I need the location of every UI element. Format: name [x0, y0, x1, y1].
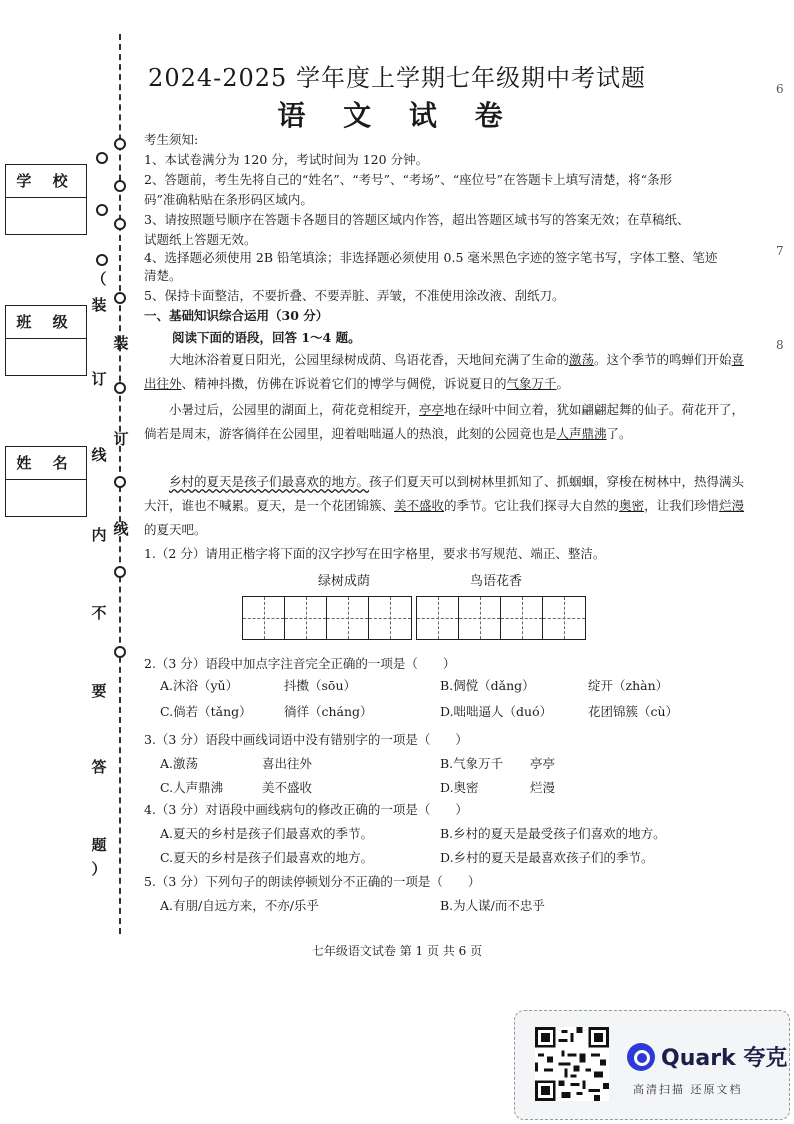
q2-option-b-2: 绽开（zhàn） — [588, 678, 669, 693]
name-box — [5, 446, 87, 517]
notice-item: 试题纸上答题无效。 — [144, 232, 257, 247]
exam-subtitle: 语 文 试 卷 — [277, 99, 517, 132]
tianzige-grid-2[interactable] — [416, 596, 586, 640]
binding-hole — [114, 476, 126, 488]
binding-char: 内 — [91, 526, 107, 544]
underlined-word: 激荡 — [569, 352, 595, 367]
question-4-stem: 4.（3 分）对语段中画线病句的修改正确的一项是（ ） — [144, 802, 468, 817]
passage-text: 、精神抖擞，仿佛在诉说着它们的博学与倜傥，诉说夏日的 — [181, 376, 507, 391]
section-heading: 一、基础知识综合运用（30 分） — [144, 308, 329, 323]
qr-code-icon — [535, 1027, 609, 1101]
binding-char: 题 — [91, 836, 107, 854]
passage-text: 。 — [556, 376, 570, 391]
passage-text: 了。 — [606, 426, 632, 441]
q5-option-a[interactable]: A.有朋/自远方来，不亦/乐乎 — [160, 898, 319, 913]
passage-text: 小暑过后，公园里的湖面上，荷花竞相绽开， — [169, 402, 420, 417]
binding-char: （ — [91, 270, 107, 288]
tianzige-cell[interactable] — [285, 597, 327, 639]
binding-char: 装 — [91, 296, 107, 314]
edge-mark: 8 — [776, 338, 784, 352]
edge-mark: 6 — [776, 82, 784, 96]
school-label: 学 校 — [6, 165, 86, 198]
binding-hole — [114, 218, 126, 230]
tianzige-cell[interactable] — [417, 597, 459, 639]
notice-item: 清楚。 — [144, 268, 182, 283]
question-1-stem: 1.（2 分）请用正楷字将下面的汉字抄写在田字格里，要求书写规范、端正、整洁。 — [144, 546, 606, 561]
q4-option-c[interactable]: C.夏天的乡村是孩子们最喜欢的地方。 — [160, 850, 374, 865]
binding-hole — [114, 646, 126, 658]
school-field[interactable] — [6, 198, 86, 234]
quark-logo-icon — [627, 1043, 655, 1071]
copy-word-2: 鸟语花香 — [470, 574, 523, 589]
wavy-sentence: 乡村的夏天是孩子们最喜欢的地方。 — [169, 474, 370, 489]
q2-option-a-2: 抖擞（sōu） — [284, 678, 356, 693]
page-footer: 七年级语文试卷 第 1 页 共 6 页 — [311, 944, 483, 958]
class-box — [5, 305, 87, 376]
binding-hole — [96, 254, 108, 266]
q3-option-a-2: 喜出往外 — [262, 756, 313, 771]
name-label: 姓 名 — [6, 447, 86, 480]
q3-option-b[interactable]: B.气象万千 — [440, 756, 504, 771]
binding-char: 线 — [91, 446, 107, 464]
binding-char: 要 — [91, 682, 107, 700]
q5-option-b[interactable]: B.为人谋/而不忠乎 — [440, 898, 545, 913]
binding-char: 线 — [113, 520, 129, 538]
underlined-word: 亭亭 — [419, 402, 445, 417]
binding-hole — [114, 138, 126, 150]
binding-char: 不 — [91, 604, 107, 622]
binding-hole — [96, 152, 108, 164]
passage-paragraph-1 — [144, 348, 748, 396]
underlined-word: 烂漫 — [719, 498, 745, 513]
tianzige-cell[interactable] — [369, 597, 411, 639]
notice-item: 4、选择题必须使用 2B 铅笔填涂；非选择题必须使用 0.5 毫米黑色字迹的签字笔书写，字体工整、笔迹 — [144, 250, 718, 265]
quark-brand — [627, 1041, 787, 1072]
quark-tagline: 高清扫描 还原文档 — [633, 1083, 743, 1096]
q3-option-c[interactable]: C.人声鼎沸 — [160, 780, 224, 795]
tianzige-cell[interactable] — [243, 597, 285, 639]
notice-item: 3、请按照题号顺序在答题卡各题目的答题区域内作答，超出答题区域书写的答案无效；在草稿纸、 — [144, 212, 690, 227]
passage-text: 大地沐浴着夏日阳光，公园里绿树成荫、鸟语花香，天地间充满了生命的 — [169, 352, 570, 367]
q2-option-a[interactable]: A.沐浴（yǔ） — [160, 678, 239, 693]
binding-hole — [114, 566, 126, 578]
exam-title: 2024-2025 学年度上学期七年级期中考试题 — [148, 64, 646, 92]
question-2-stem: 2.（3 分）语段中加点字注音完全正确的一项是（ ） — [144, 656, 456, 671]
passage-text: 的夏天吧。 — [144, 522, 207, 537]
binding-char: 订 — [113, 430, 129, 448]
q3-option-d[interactable]: D.奥密 — [440, 780, 479, 795]
underlined-word: 气象万千 — [506, 376, 557, 391]
binding-hole — [114, 180, 126, 192]
name-field[interactable] — [6, 480, 86, 516]
underlined-word: 美不盛收 — [394, 498, 445, 513]
binding-hole — [114, 382, 126, 394]
question-5-stem: 5.（3 分）下列句子的朗读停顿划分不正确的一项是（ ） — [144, 874, 481, 889]
tianzige-cell[interactable] — [327, 597, 369, 639]
underlined-word: 人声鼎沸 — [556, 426, 607, 441]
class-label: 班 级 — [6, 306, 86, 339]
school-box — [5, 164, 87, 235]
passage-text: 的季节。它让我们探寻大自然的 — [444, 498, 620, 513]
passage-text: 。这个季节的鸣蝉们开始 — [594, 352, 732, 367]
q3-option-b-2: 亭亭 — [530, 756, 556, 771]
q2-option-d[interactable]: D.咄咄逼人（duó） — [440, 704, 553, 719]
q3-option-a[interactable]: A.激荡 — [160, 756, 199, 771]
notice-item: 2、答题前，考生先将自己的“姓名”、“考号”、“考场”、“座位号”在答题卡上填写清楚，将“条形 — [144, 172, 672, 187]
q2-option-c-2: 徜徉（cháng） — [284, 704, 373, 719]
binding-char: ） — [91, 860, 107, 878]
edge-mark: 7 — [776, 244, 784, 258]
notice-heading: 考生须知: — [144, 132, 199, 147]
q2-option-c[interactable]: C.倘若（tǎng） — [160, 704, 252, 719]
q2-option-b[interactable]: B.倜傥（dǎng） — [440, 678, 535, 693]
quark-watermark — [514, 1010, 790, 1120]
q4-option-a[interactable]: A.夏天的乡村是孩子们最喜欢的季节。 — [160, 826, 374, 841]
copy-word-1: 绿树成荫 — [318, 574, 371, 589]
binding-hole — [96, 204, 108, 216]
passage-text: 地在绿叶中间立着，犹如翩翩起舞的仙子。荷花开了，倘若是周末，游客徜徉在公园里，迎着咄咄逼人的热浪，此刻的公园竟也是 — [144, 402, 745, 441]
passage-text: 孩子们夏天可以到树林里抓知了、抓蝈蝈，穿梭在树林中，热得满头大汗，谁也不喊累。夏天，是一个花团锦簇、 — [144, 474, 745, 513]
section-instruction: 阅读下面的语段，回答 1～4 题。 — [172, 330, 361, 345]
q3-option-c-2: 美不盛收 — [262, 780, 313, 795]
binding-char: 答 — [91, 758, 107, 776]
tianzige-cell[interactable] — [501, 597, 543, 639]
q2-option-d-2: 花团锦簇（cù） — [588, 704, 679, 719]
binding-char: 装 — [113, 334, 129, 352]
notice-item: 5、保持卡面整洁，不要折叠、不要弄脏、弄皱，不准使用涂改液、刮纸刀。 — [144, 288, 565, 303]
class-field[interactable] — [6, 339, 86, 375]
tianzige-cell[interactable] — [543, 597, 585, 639]
passage-text: ，让我们珍惜 — [644, 498, 720, 513]
passage-paragraph-2 — [144, 398, 748, 446]
question-3-stem: 3.（3 分）语段中画线词语中没有错别字的一项是（ ） — [144, 732, 468, 747]
q3-option-d-2: 烂漫 — [530, 780, 556, 795]
underlined-word: 喜出往外 — [144, 352, 745, 391]
quark-brand-text: Quark 夸克 — [661, 1046, 788, 1071]
q4-option-d[interactable]: D.乡村的夏天是最喜欢孩子们的季节。 — [440, 850, 654, 865]
q4-option-b[interactable]: B.乡村的夏天是最受孩子们喜欢的地方。 — [440, 826, 666, 841]
underlined-word: 奥密 — [619, 498, 645, 513]
binding-hole — [114, 292, 126, 304]
passage-paragraph-3 — [144, 470, 748, 542]
binding-char: 订 — [91, 370, 107, 388]
tianzige-cell[interactable] — [459, 597, 501, 639]
tianzige-grid-1[interactable] — [242, 596, 412, 640]
notice-item: 1、本试卷满分为 120 分，考试时间为 120 分钟。 — [144, 152, 429, 167]
notice-item: 码”准确粘贴在条形码区域内。 — [144, 192, 313, 207]
